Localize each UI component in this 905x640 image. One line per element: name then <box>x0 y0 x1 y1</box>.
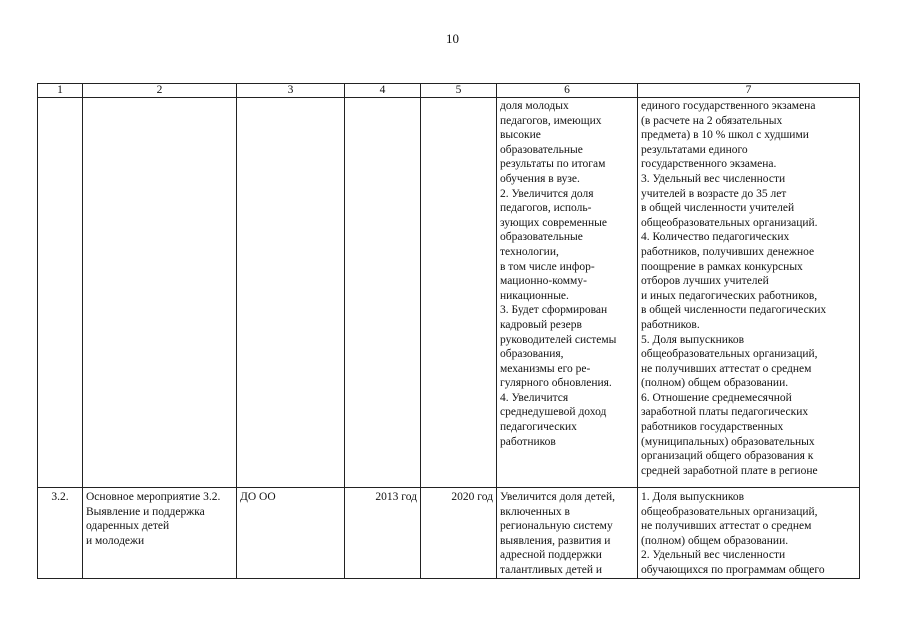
text-line: общеобразовательных организаций, <box>641 348 818 361</box>
text-line: (в расчете на 2 обязательных <box>641 114 783 127</box>
text-line: 3. Удельный вес численности <box>641 172 786 185</box>
text-line: Увеличится доля детей, <box>500 491 616 503</box>
text-line: в общей численности учителей <box>641 202 795 215</box>
text-line: 2. Увеличится доля <box>500 187 594 200</box>
header-col-6: 6 <box>497 84 638 98</box>
header-col-2: 2 <box>83 84 237 98</box>
text-line: работников <box>500 435 556 448</box>
text-line: образовательные <box>500 231 583 244</box>
cell-empty-1 <box>38 98 83 488</box>
text-line: талантливых детей и <box>500 563 603 576</box>
continuation-results-cell <box>497 98 638 488</box>
text-line: гулярного обновления. <box>500 377 612 390</box>
text-line: поощрение в рамках конкурсных <box>641 260 803 273</box>
text-line: 6. Отношение среднемесячной <box>641 391 792 404</box>
text-line: в общей численности педагогических <box>641 304 827 317</box>
header-col-4: 4 <box>345 84 421 98</box>
text-line: Основное мероприятие 3.2. <box>86 491 221 503</box>
text-line: образования, <box>500 348 564 361</box>
text-line: работников, получивших денежное <box>641 245 815 258</box>
text-line: выявления, развития и <box>500 534 611 547</box>
result-cell <box>497 488 638 579</box>
text-line: отборов лучших учителей <box>641 275 769 288</box>
text-line: не получивших аттестат о среднем <box>641 520 812 533</box>
page-number: 10 <box>446 31 459 46</box>
text-line: 2. Удельный вес численности <box>641 549 786 562</box>
indicators-cell <box>638 488 860 579</box>
text-line: учителей в возрасте до 35 лет <box>641 187 787 200</box>
text-line: организаций общего образования к <box>641 450 814 463</box>
header-col-5: 5 <box>421 84 497 98</box>
continuation-indicators-cell <box>638 98 860 488</box>
text-line: образовательные <box>500 143 583 156</box>
executor-cell: ДО ОО <box>237 488 345 579</box>
text-line: не получивших аттестат о среднем <box>641 362 812 375</box>
text-line: педагогических <box>500 421 577 434</box>
row-number: 3.2. <box>38 488 83 579</box>
header-col-1: 1 <box>38 84 83 98</box>
text-line: 3. Будет сформирован <box>500 304 608 317</box>
text-line: педагогов, исполь- <box>500 202 592 215</box>
text-line: работников. <box>641 318 700 331</box>
cell-empty-3 <box>237 98 345 488</box>
text-line: результатами единого <box>641 143 748 156</box>
text-line: зующих современные <box>500 216 607 229</box>
text-line: (муниципальных) образовательных <box>641 435 815 448</box>
text-line: обучения в вузе. <box>500 172 580 185</box>
cell-empty-5 <box>421 98 497 488</box>
text-line: средней заработной плате в регионе <box>641 464 818 477</box>
header-col-3: 3 <box>237 84 345 98</box>
text-line: включенных в <box>500 505 570 518</box>
text-line: единого государственного экзамена <box>641 100 816 112</box>
continuation-row <box>38 98 860 488</box>
text-line: никационные. <box>500 289 569 302</box>
cell-empty-2 <box>83 98 237 488</box>
text-line: доля молодых <box>500 100 569 112</box>
text-line: государственного экзамена. <box>641 158 777 171</box>
text-line: результаты по итогам <box>500 158 606 171</box>
text-line: региональную систему <box>500 520 613 533</box>
end-year-cell: 2020 год <box>421 488 497 579</box>
cell-empty-4 <box>345 98 421 488</box>
text-line: обучающихся по программам общего <box>641 563 825 576</box>
text-line: (полном) общем образовании. <box>641 377 789 390</box>
text-line: 1. Доля выпускников <box>641 491 745 503</box>
text-line: и иных педагогических работников, <box>641 289 818 302</box>
text-line: заработной платы педагогических <box>641 406 809 419</box>
text-line: мационно-комму- <box>500 275 587 288</box>
text-line: общеобразовательных организаций. <box>641 216 818 229</box>
text-line: 4. Количество педагогических <box>641 231 790 244</box>
text-line: общеобразовательных организаций, <box>641 505 818 518</box>
text-line: Выявление и поддержка <box>86 505 205 518</box>
text-line: среднедушевой доход <box>500 406 607 419</box>
start-year-cell: 2013 год <box>345 488 421 579</box>
text-line: 5. Доля выпускников <box>641 333 745 346</box>
text-line: предмета) в 10 % школ с худшими <box>641 129 809 142</box>
header-col-7: 7 <box>638 84 860 98</box>
text-line: руководителей системы <box>500 333 617 346</box>
activity-name-cell <box>83 488 237 579</box>
table-row-3-2 <box>38 488 860 579</box>
text-line: одаренных детей <box>86 520 170 533</box>
text-line: педагогов, имеющих <box>500 114 602 127</box>
text-line: 4. Увеличится <box>500 391 569 404</box>
text-line: и молодежи <box>86 534 145 547</box>
program-table <box>37 83 860 579</box>
text-line: механизмы его ре- <box>500 362 591 375</box>
text-line: работников государственных <box>641 421 784 434</box>
text-line: адресной поддержки <box>500 549 602 562</box>
text-line: кадровый резерв <box>500 318 582 331</box>
text-line: в том числе инфор- <box>500 260 595 273</box>
text-line: (полном) общем образовании. <box>641 534 789 547</box>
text-line: высокие <box>500 129 541 142</box>
text-line: технологии, <box>500 245 559 258</box>
header-row <box>38 84 860 98</box>
